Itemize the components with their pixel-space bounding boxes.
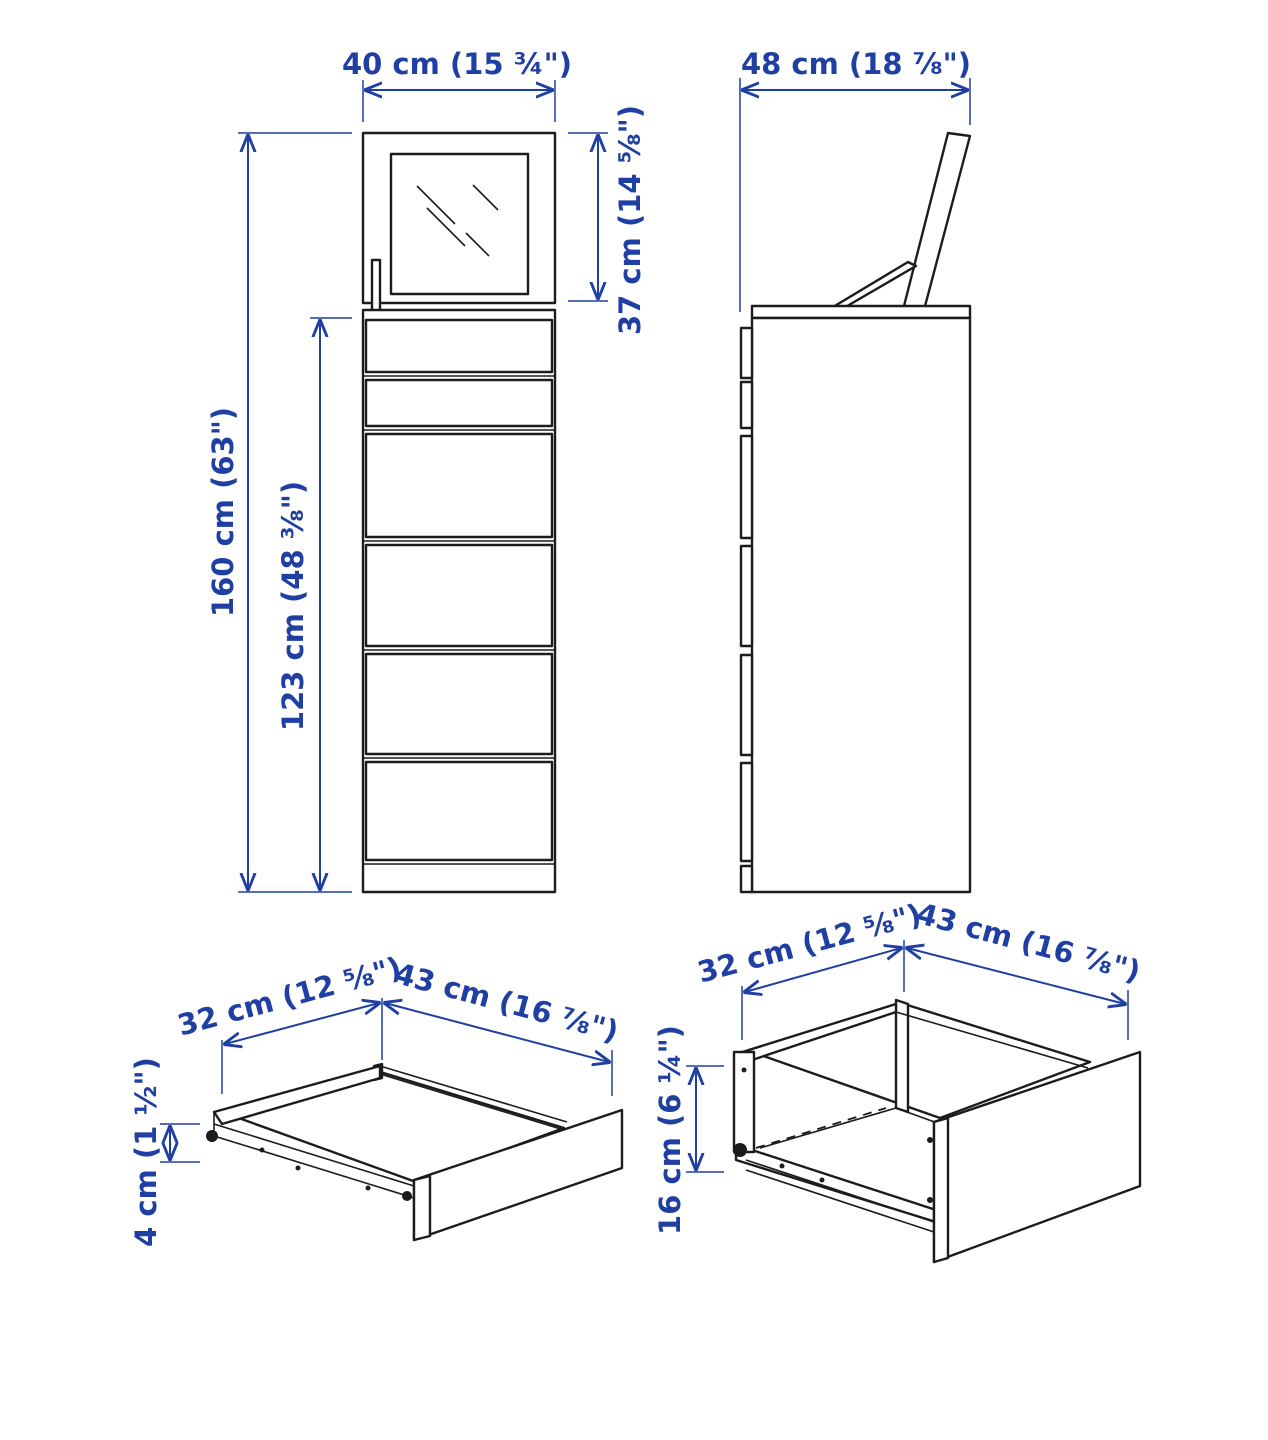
small-drawer-width-label: 32 cm (12 ⅝") bbox=[173, 950, 405, 1043]
large-drawer-side-panel bbox=[734, 1052, 754, 1152]
large-drawer-depth-dimension bbox=[907, 896, 1144, 1040]
side-drawer-edges bbox=[741, 328, 752, 892]
total-height-label: 160 cm (63") bbox=[206, 406, 240, 618]
body-height-label: 123 cm (48 ⅜") bbox=[276, 480, 310, 732]
small-drawer-depth-dimension bbox=[385, 956, 622, 1096]
mirror-glass bbox=[391, 154, 528, 294]
side-top-plate bbox=[752, 306, 970, 318]
side-body bbox=[752, 318, 970, 892]
large-drawer-height-dimension bbox=[653, 1025, 724, 1235]
front-width-dimension bbox=[342, 47, 572, 122]
drawer-front-4 bbox=[366, 545, 552, 646]
large-drawer-back bbox=[896, 1000, 908, 1112]
side-mirror-panel bbox=[904, 133, 970, 310]
large-drawer-front bbox=[934, 1052, 1140, 1262]
body-height-dimension bbox=[276, 318, 352, 889]
small-drawer-depth-label: 43 cm (16 ⅞") bbox=[391, 956, 623, 1049]
small-drawer-height-dimension bbox=[129, 1057, 200, 1247]
drawer-front-3 bbox=[366, 434, 552, 537]
drawer-front-5 bbox=[366, 654, 552, 754]
mirror-height-label: 37 cm (14 ⅝") bbox=[613, 104, 647, 336]
large-drawer-left-top bbox=[736, 1004, 896, 1150]
large-drawer-width-dimension bbox=[694, 897, 925, 1040]
large-drawer bbox=[653, 896, 1144, 1262]
side-depth-label: 48 cm (18 ⅞") bbox=[740, 47, 972, 81]
drawer-fronts bbox=[363, 320, 555, 864]
small-drawer-height-label: 4 cm (1 ½") bbox=[129, 1057, 163, 1247]
front-view bbox=[206, 47, 647, 892]
small-runner-wheel bbox=[206, 1130, 218, 1142]
large-drawer-width-label: 32 cm (12 ⅝") bbox=[693, 897, 925, 990]
large-drawer-front-edge bbox=[934, 1118, 948, 1262]
small-drawer-front-edge bbox=[414, 1176, 430, 1240]
drawer-front-2 bbox=[366, 380, 552, 426]
drawer-front-1 bbox=[366, 320, 552, 372]
large-runner-wheel bbox=[733, 1143, 747, 1157]
drawer-front-6 bbox=[366, 762, 552, 860]
large-drawer-height-label: 16 cm (6 ¼") bbox=[653, 1025, 687, 1235]
mirror-handle bbox=[372, 260, 380, 312]
small-runner-stop bbox=[402, 1191, 412, 1201]
large-drawer-depth-label: 43 cm (16 ⅞") bbox=[913, 896, 1145, 989]
side-view bbox=[740, 47, 971, 892]
front-width-label: 40 cm (15 ¾") bbox=[341, 47, 573, 81]
small-drawer bbox=[129, 950, 622, 1247]
mirror-height-dimension bbox=[568, 105, 647, 335]
